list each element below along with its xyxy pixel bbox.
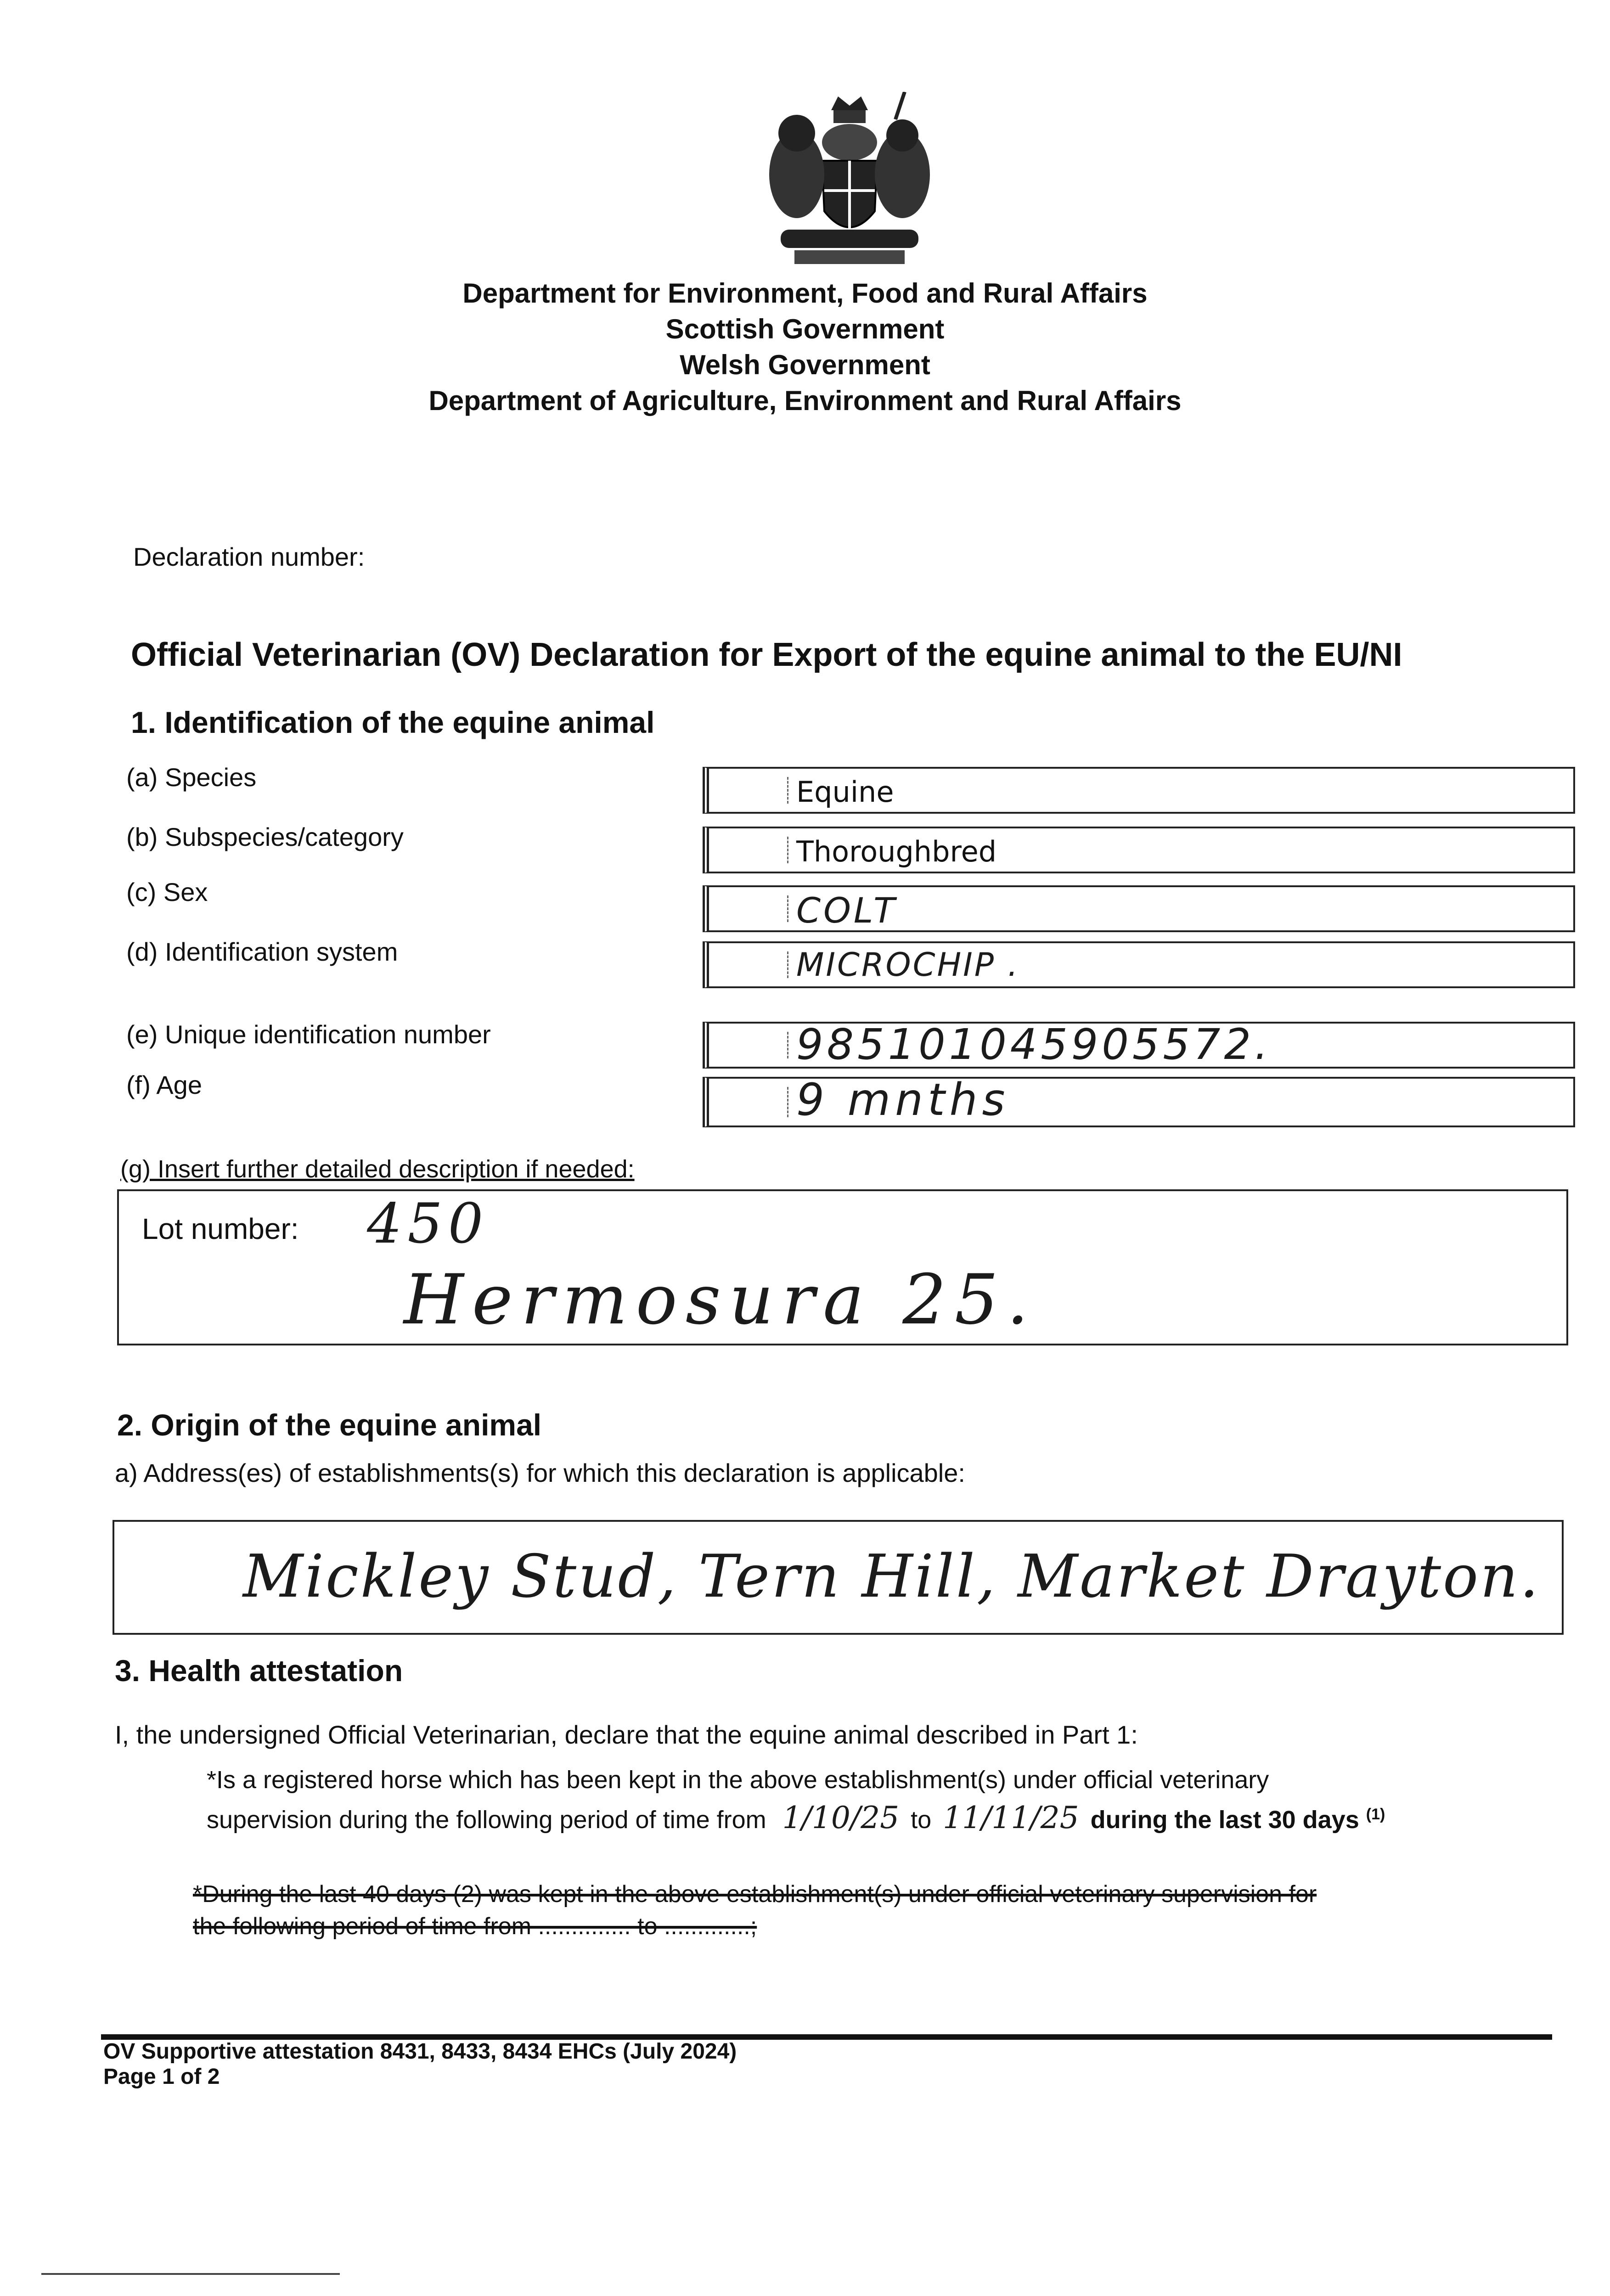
age-label: (f) Age [126,1070,202,1099]
lot-number-value: 450 [367,1192,489,1256]
unique-id-field[interactable] [703,1022,1575,1069]
unique-id-label: (e) Unique identification number [126,1020,491,1049]
sex-value: COLT [796,890,898,931]
clause-1-line-2 [207,1800,1385,1835]
clause-1-line-1: *Is a registered horse which has been kept in the above establishment(s) under official veterinary [207,1766,1269,1794]
identification-system-field[interactable] [703,941,1575,988]
address-box[interactable] [113,1520,1564,1635]
section-2-heading: 2. Origin of the equine animal [117,1408,542,1442]
age-value: 9 mnths [796,1074,1010,1125]
clause-1-pre-text: supervision during the following period of time from [207,1806,766,1834]
attestation-intro: I, the undersigned Official Veterinarian, declare that the equine animal described in Part 1: [115,1720,1138,1749]
species-value: Equine [796,775,894,809]
address-value: Mickley Stud, Tern Hill, Market Drayton. [243,1542,1541,1611]
footer-page-number: Page 1 of 2 [103,2065,220,2089]
document-title: Official Veterinarian (OV) Declaration for Export of the equine animal to the EU/NI [131,636,1402,673]
from-date-value: 1/10/25 [782,1800,900,1835]
identification-system-label: (d) Identification system [126,937,398,966]
footnote-1: (1) [1366,1806,1385,1823]
royal-coat-of-arms-crest [753,92,946,266]
lot-number-label: Lot number: [142,1212,299,1245]
age-field[interactable] [703,1074,1575,1127]
clause-2-line-1-struck: *During the last 40 days (2) was kept in the above establishment(s) under official veterinary supervision for [193,1881,1317,1908]
declaration-number-label: Declaration number: [133,542,365,571]
unique-id-value: 985101045905572. [796,1020,1272,1069]
agency-line-daera: Department of Agriculture, Environment and Rural Affairs [428,385,1182,416]
species-label: (a) Species [126,763,257,792]
sex-field[interactable] [703,885,1575,932]
identification-system-value: MICROCHIP . [796,946,1020,984]
address-label: a) Address(es) of establishments(s) for which this declaration is applicable: [115,1458,965,1487]
footer-attestation-line: OV Supportive attestation 8431, 8433, 8434 EHCs (July 2024) [103,2039,737,2064]
species-field[interactable] [703,767,1575,814]
section-1-heading: 1. Identification of the equine animal [131,705,655,739]
agency-line-scottish-government: Scottish Government [665,314,945,344]
to-date-value: 11/11/25 [943,1800,1079,1835]
agency-line-defra: Department for Environment, Food and Rural Affairs [462,278,1148,309]
further-description-box[interactable] [117,1189,1568,1345]
clause-2-line-2-struck: the following period of time from .............. to .............; [193,1913,757,1940]
subspecies-field[interactable] [703,827,1575,873]
subspecies-label: (b) Subspecies/category [126,822,404,851]
to-word: to [911,1806,932,1834]
agency-line-welsh-government: Welsh Government [680,349,930,380]
further-description-label: (g) Insert further detailed description if needed: [120,1155,635,1183]
clause-1-post-text: during the last 30 days [1090,1806,1359,1834]
section-3-heading: 3. Health attestation [115,1654,403,1688]
sex-label: (c) Sex [126,878,208,906]
subspecies-value: Thoroughbred [796,835,997,868]
animal-name-value: Hermosura 25. [404,1260,1037,1340]
bottom-scan-line [41,2273,340,2275]
